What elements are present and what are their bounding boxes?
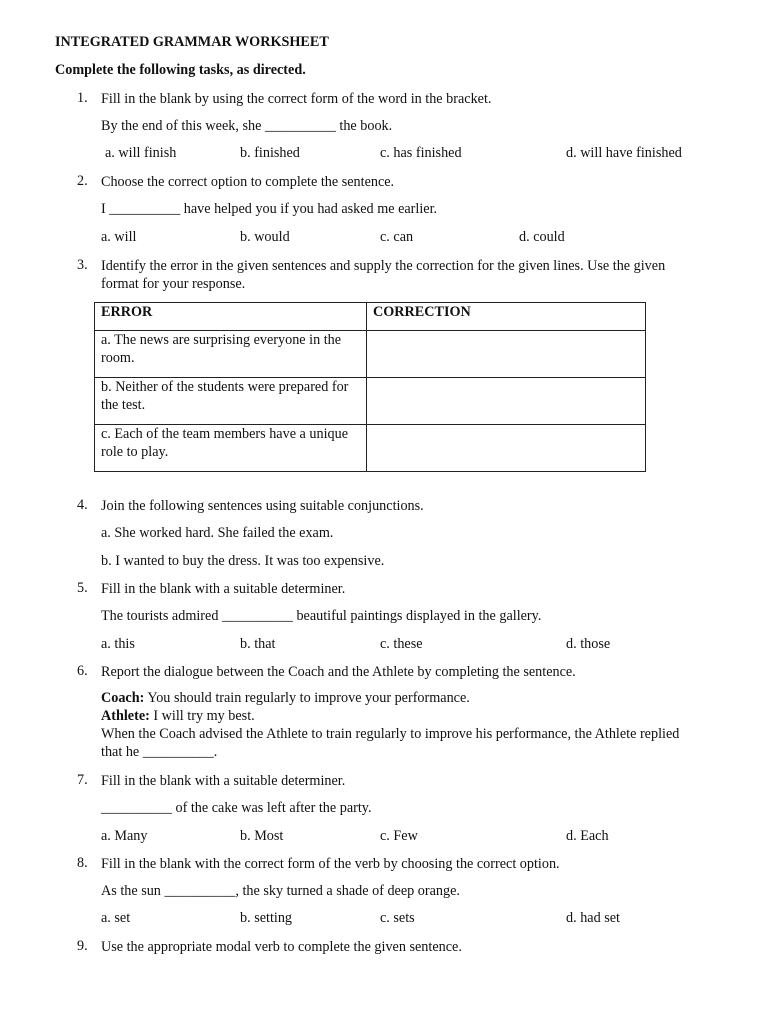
q4-part-b: b. I wanted to buy the dress. It was too expensive.	[101, 553, 385, 569]
q4-text: Join the following sentences using suitable conjunctions.	[101, 498, 424, 514]
correction-cell[interactable]	[367, 378, 646, 425]
table-header-error: ERROR	[95, 303, 367, 331]
q8-option-b: b. setting	[240, 910, 293, 926]
q8-option-c: c. sets	[380, 910, 415, 926]
q8-text: Fill in the blank with the correct form of the verb by choosing the correct option.	[101, 856, 560, 872]
q8-option-a: a. set	[101, 910, 131, 926]
error-cell: c. Each of the team members have a unique role to play.	[95, 425, 367, 472]
worksheet-instruction: Complete the following tasks, as directed.	[55, 62, 306, 78]
q7-option-c: c. Few	[380, 828, 418, 844]
q4-part-a: a. She worked hard. She failed the exam.	[101, 525, 334, 541]
q2-number: 2.	[77, 173, 88, 189]
error-cell: b. Neither of the students were prepared for the test.	[95, 378, 367, 425]
athlete-label: Athlete:	[101, 708, 150, 724]
q5-number: 5.	[77, 580, 88, 596]
q5-option-d: d. those	[566, 636, 611, 652]
q2-option-d: d. could	[519, 229, 565, 245]
q1-number: 1.	[77, 90, 88, 106]
q3-text: Identify the error in the given sentences and supply the correction for the given lines. Use the given format for your response.	[101, 258, 666, 292]
error-correction-table	[94, 302, 646, 472]
q1-option-d: d. will have finished	[566, 145, 682, 161]
q2-option-a: a. will	[101, 229, 137, 245]
q6-dialogue	[101, 689, 701, 761]
table-row	[95, 331, 646, 378]
q8-number: 8.	[77, 855, 88, 871]
q5-sentence: The tourists admired __________ beautiful paintings displayed in the gallery.	[101, 608, 542, 624]
q6-report: When the Coach advised the Athlete to train regularly to improve his performance, the Athlete replied that he __________.	[101, 726, 680, 760]
athlete-speech: I will try my best.	[149, 708, 255, 724]
q7-number: 7.	[77, 772, 88, 788]
q2-option-c: c. can	[380, 229, 414, 245]
q2-text: Choose the correct option to complete the sentence.	[101, 174, 395, 190]
q7-option-d: d. Each	[566, 828, 609, 844]
q9-text: Use the appropriate modal verb to complete the given sentence.	[101, 939, 462, 955]
q4-number: 4.	[77, 497, 88, 513]
q1-sentence: By the end of this week, she __________ the book.	[101, 118, 393, 134]
q5-option-c: c. these	[380, 636, 423, 652]
table-header-correction: CORRECTION	[367, 303, 646, 331]
q8-option-d: d. had set	[566, 910, 620, 926]
q1-text: Fill in the blank by using the correct form of the word in the bracket.	[101, 91, 492, 107]
q7-option-b: b. Most	[240, 828, 284, 844]
q5-option-b: b. that	[240, 636, 276, 652]
table-row	[95, 378, 646, 425]
coach-speech: You should train regularly to improve your performance.	[144, 690, 470, 706]
q8-sentence: As the sun __________, the sky turned a shade of deep orange.	[101, 883, 460, 899]
table-row	[95, 425, 646, 472]
q6-text: Report the dialogue between the Coach and the Athlete by completing the sentence.	[101, 664, 576, 680]
correction-cell[interactable]	[367, 425, 646, 472]
coach-line	[101, 689, 701, 707]
q6-number: 6.	[77, 663, 88, 679]
q1-option-b: b. finished	[240, 145, 300, 161]
athlete-line	[101, 707, 701, 725]
q1-option-c: c. has finished	[380, 145, 462, 161]
q3-number: 3.	[77, 257, 88, 273]
q5-option-a: a. this	[101, 636, 135, 652]
q2-option-b: b. would	[240, 229, 290, 245]
q7-text: Fill in the blank with a suitable determiner.	[101, 773, 346, 789]
q1-option-a: a. will finish	[105, 145, 177, 161]
q5-text: Fill in the blank with a suitable determiner.	[101, 581, 346, 597]
q7-sentence: __________ of the cake was left after the party.	[101, 800, 372, 816]
correction-cell[interactable]	[367, 331, 646, 378]
error-cell: a. The news are surprising everyone in the room.	[95, 331, 367, 378]
q7-option-a: a. Many	[101, 828, 148, 844]
q2-sentence: I __________ have helped you if you had asked me earlier.	[101, 201, 438, 217]
q9-number: 9.	[77, 938, 88, 954]
worksheet-title: INTEGRATED GRAMMAR WORKSHEET	[55, 34, 329, 50]
coach-label: Coach:	[101, 690, 145, 706]
